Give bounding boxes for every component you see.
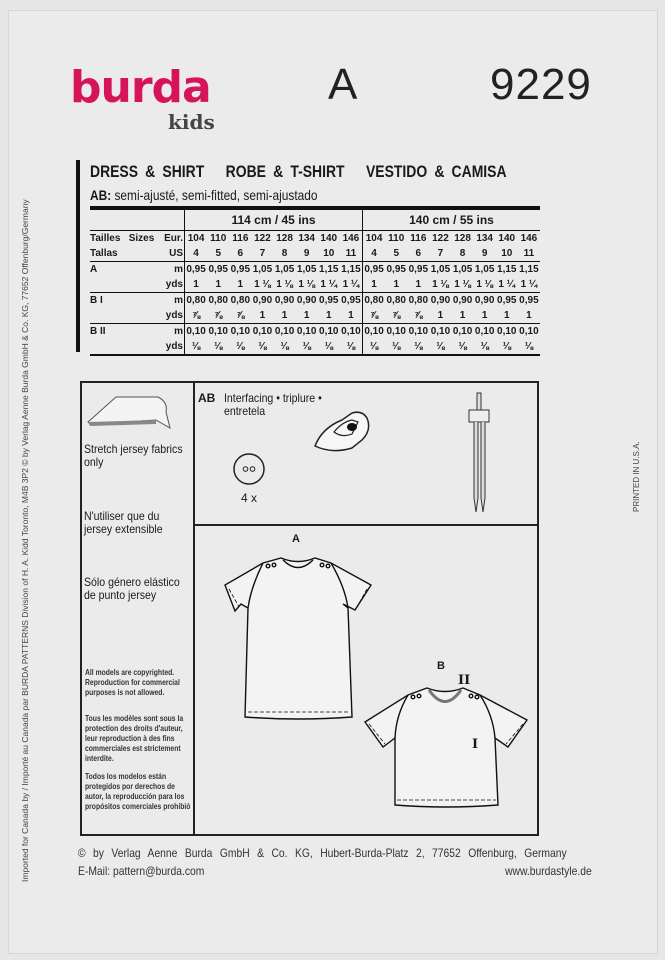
table-cell: 0,95 <box>318 293 340 309</box>
dress-a-drawing <box>225 558 371 719</box>
table-cell: 0,10 <box>274 324 296 340</box>
fabric-icon <box>86 392 181 430</box>
table-cell: 1 <box>340 308 363 324</box>
table-row <box>90 277 540 293</box>
table-cell: B II <box>90 324 163 340</box>
table-cell <box>90 339 163 355</box>
table-cell: 0,80 <box>229 293 251 309</box>
table-cell: ⅛ <box>392 341 401 352</box>
view-a-label: A <box>292 533 300 545</box>
table-cell: 0,10 <box>518 324 540 340</box>
table-cell: 10 <box>501 248 513 259</box>
table-cell: 0,80 <box>207 293 229 309</box>
table-cell: 104 <box>185 231 208 247</box>
table-cell: 1 ¼ <box>498 279 516 290</box>
table-cell: 1 ¼ <box>320 279 338 290</box>
table-cell: ⅛ <box>340 339 363 355</box>
table-cell: 0,10 <box>229 324 251 340</box>
table-cell: 110 <box>385 231 407 247</box>
interfacing-label: Interfacing • triplure • entretela <box>224 391 322 418</box>
table-cell: ⅞ <box>392 310 401 321</box>
table-cell: 1 ⅛ <box>298 279 315 290</box>
table-cell: 1,05 <box>251 262 273 278</box>
website-link[interactable]: www.burdastyle.de <box>505 864 592 878</box>
notions-views: AB <box>198 391 216 405</box>
table-cell: 0,95 <box>185 262 208 278</box>
table-cell: 1 <box>459 310 466 321</box>
table-cell: ⅞ <box>236 310 245 321</box>
table-cell: 0,95 <box>340 293 363 309</box>
table-cell: ⅛ <box>524 341 534 352</box>
table-cell: 7 <box>259 248 266 259</box>
table-cell: 0,95 <box>207 262 229 278</box>
printed-in-usa: PRINTED IN U.S.A. <box>632 441 641 512</box>
table-cell: ⅞ <box>214 310 223 321</box>
table-cell: 116 <box>229 231 251 247</box>
button-icon <box>232 452 266 486</box>
table-cell: 0,95 <box>518 293 540 309</box>
table-cell: 1 <box>193 279 199 290</box>
table-cell <box>90 308 163 324</box>
piece-i-label: I <box>472 737 479 752</box>
table-cell: 0,80 <box>185 293 208 309</box>
table-cell: 0,10 <box>251 324 273 340</box>
table-cell: 0,90 <box>474 293 496 309</box>
table-cell: 0,95 <box>363 262 386 278</box>
publisher-address: © by Verlag Aenne Burda GmbH & Co. KG, Hubert-Burda-Platz 2, 77652 Offenburg, Germany <box>78 846 567 860</box>
table-cell: 8 <box>459 248 466 259</box>
table-cell: ⅛ <box>236 341 245 352</box>
table-cell: 10 <box>323 248 335 259</box>
button-quantity: 4 x <box>241 491 258 505</box>
table-cell: 0,90 <box>251 293 273 309</box>
table-cell: 0,90 <box>429 293 451 309</box>
table-cell: 140 cm / 55 ins <box>409 213 494 227</box>
table-cell: m <box>163 293 185 309</box>
table-row <box>90 262 540 278</box>
table-cell: ⅛ <box>436 341 445 352</box>
table-cell: 1 <box>415 279 422 290</box>
table-cell: 11 <box>340 246 363 262</box>
table-cell: 0,10 <box>407 324 429 340</box>
table-row <box>90 231 540 247</box>
pattern-number: 9229 <box>490 60 592 109</box>
table-cell: 1 ⅛ <box>476 279 493 290</box>
table-cell: yds <box>163 308 185 324</box>
table-cell: 1 <box>393 279 399 290</box>
table-cell: ⅛ <box>191 341 201 352</box>
twin-needle-icon <box>465 390 495 515</box>
table-cell: A <box>90 262 163 278</box>
table-cell: ⅛ <box>258 341 267 352</box>
table-cell: 0,10 <box>429 324 451 340</box>
view-letter: A <box>328 60 358 109</box>
table-row <box>90 324 540 340</box>
garment-title: DRESS & SHIRT ROBE & T-SHIRT VESTIDO & CAMISA <box>90 162 507 181</box>
copyright-en: All models are copyrighted. Reproduction for commercial purposes is not allowed. <box>85 668 180 697</box>
table-cell: 1 ¼ <box>340 277 363 293</box>
table-cell: 104 <box>363 231 386 247</box>
table-cell: 0,10 <box>474 324 496 340</box>
table-cell: ⅛ <box>302 341 311 352</box>
table-cell: 1 <box>503 310 510 321</box>
table-cell: 122 <box>429 231 451 247</box>
table-cell: 110 <box>207 231 229 247</box>
table-cell: 9 <box>303 248 310 259</box>
table-row <box>90 246 540 262</box>
table-cell: 140 <box>496 231 518 247</box>
table-cell: 1 <box>371 279 377 290</box>
table-cell: 1 <box>215 279 221 290</box>
table-cell: 1 <box>481 310 488 321</box>
table-cell: 5 <box>393 248 399 259</box>
copyright-fr: Tous les modèles sont sous la protection des droits d'auteur, leur reproduction à des fins commerciales est strictement interdite. <box>85 714 184 763</box>
table-cell: 140 <box>318 231 340 247</box>
table-cell <box>90 208 163 231</box>
table-cell: 1,05 <box>296 262 318 278</box>
table-cell: 0,10 <box>385 324 407 340</box>
table-cell: 1,15 <box>340 262 363 278</box>
table-cell: 1,15 <box>518 262 540 278</box>
fabric-note-en: Stretch jersey fabrics only <box>84 442 183 469</box>
contact-email[interactable]: E-Mail: pattern@burda.com <box>78 864 205 878</box>
table-cell: m <box>163 324 185 340</box>
table-cell: 1 <box>281 310 288 321</box>
table-row <box>90 339 540 355</box>
table-cell: 1,05 <box>429 262 451 278</box>
table-cell: 134 <box>474 231 496 247</box>
iron-icon <box>312 410 377 455</box>
table-cell: 1 <box>526 310 532 321</box>
table-cell: 1 <box>237 279 244 290</box>
table-cell: 1 ⅛ <box>432 279 449 290</box>
table-cell: 0,10 <box>207 324 229 340</box>
table-cell: 0,10 <box>452 324 474 340</box>
table-cell: Tallas <box>90 248 118 259</box>
table-cell: 9 <box>481 248 488 259</box>
table-cell: 0,10 <box>318 324 340 340</box>
table-cell: 1 <box>325 310 332 321</box>
burda-kids-logo: burda kids <box>70 62 215 134</box>
table-cell: Eur. <box>163 231 185 247</box>
side-imprint: Imported for Canada by / Importé au Canada par BURDA PATTERNS Division of H. A. Kidd Toronto, M4B 3P2 © by Verlag Aenne Burda GmbH & Co. KG, 77652 Offenburg/Germany <box>20 199 30 882</box>
table-cell: 146 <box>340 231 363 247</box>
table-cell: 122 <box>251 231 273 247</box>
table-cell: 116 <box>407 231 429 247</box>
table-cell: 1,05 <box>452 262 474 278</box>
table-cell: 0,80 <box>385 293 407 309</box>
yardage-table <box>90 206 540 356</box>
table-row <box>90 308 540 324</box>
shirt-b-drawing <box>365 688 527 807</box>
copyright-es: Todos los modelos están protegidos por derechos de autor, la reproducción para los propósitos comerciales prohibió <box>85 772 191 811</box>
fabric-note-fr: N'utiliser que du jersey extensible <box>84 509 163 536</box>
table-cell: 8 <box>281 248 288 259</box>
table-cell: ⅛ <box>414 341 423 352</box>
garment-illustrations <box>193 525 540 837</box>
table-cell: 0,90 <box>296 293 318 309</box>
table-cell: 1 <box>303 310 310 321</box>
table-cell: 4 <box>193 248 199 259</box>
table-cell: 1 ⅛ <box>254 279 271 290</box>
width-header-row <box>90 208 540 231</box>
table-cell: ⅛ <box>214 341 223 352</box>
table-cell: US <box>163 246 185 262</box>
table-cell: ⅛ <box>324 341 333 352</box>
table-cell: 1,15 <box>318 262 340 278</box>
table-cell <box>163 208 185 231</box>
table-cell: 0,80 <box>363 293 386 309</box>
table-cell: ⅞ <box>369 310 379 321</box>
table-cell: m <box>163 262 185 278</box>
table-cell: 1,05 <box>274 262 296 278</box>
piece-ii-label: II <box>458 673 471 688</box>
table-cell: ⅛ <box>480 341 489 352</box>
table-cell: ⅛ <box>280 341 289 352</box>
table-cell: 1 <box>437 310 444 321</box>
table-cell: 11 <box>523 248 535 259</box>
table-cell: 5 <box>215 248 221 259</box>
table-cell: yds <box>163 277 185 293</box>
table-cell: 146 <box>518 231 540 247</box>
view-b-label: B <box>437 660 445 672</box>
table-cell: ⅛ <box>502 341 511 352</box>
table-cell: 0,95 <box>385 262 407 278</box>
table-cell: 0,10 <box>496 324 518 340</box>
table-cell: 1 <box>259 310 266 321</box>
table-cell: 134 <box>296 231 318 247</box>
table-cell: 1 ⅛ <box>454 279 471 290</box>
table-cell: ⅛ <box>369 341 379 352</box>
table-cell: 1 ¼ <box>520 279 538 290</box>
fit-description: AB: semi-ajusté, semi-fitted, semi-ajustado <box>90 187 318 203</box>
table-cell: Tailles Sizes <box>90 231 163 247</box>
table-cell: 128 <box>452 231 474 247</box>
table-cell: 0,10 <box>296 324 318 340</box>
table-cell: B I <box>90 293 163 309</box>
table-cell: 0,90 <box>274 293 296 309</box>
table-cell: 1 ⅛ <box>276 279 293 290</box>
table-cell: 0,95 <box>496 293 518 309</box>
table-cell: ⅞ <box>414 310 423 321</box>
table-cell: 128 <box>274 231 296 247</box>
table-cell: 1,15 <box>496 262 518 278</box>
table-cell: 0,10 <box>363 324 386 340</box>
table-cell <box>90 277 163 293</box>
table-cell: 0,80 <box>407 293 429 309</box>
table-cell: 6 <box>237 248 244 259</box>
table-cell: 6 <box>415 248 422 259</box>
table-cell: ⅛ <box>458 341 467 352</box>
section-bar <box>76 160 80 352</box>
table-cell: 7 <box>437 248 444 259</box>
table-cell: 0,95 <box>407 262 429 278</box>
table-cell: 0,10 <box>340 324 363 340</box>
table-cell: ⅞ <box>191 310 201 321</box>
table-row <box>90 293 540 309</box>
table-cell: 114 cm / 45 ins <box>185 208 363 231</box>
table-cell: 0,90 <box>452 293 474 309</box>
fabric-note-es: Sólo género elástico de punto jersey <box>84 575 180 602</box>
table-cell: 0,95 <box>229 262 251 278</box>
table-cell: yds <box>163 339 185 355</box>
table-cell: 0,10 <box>185 324 208 340</box>
table-cell: 4 <box>371 248 377 259</box>
table-cell: 1,05 <box>474 262 496 278</box>
